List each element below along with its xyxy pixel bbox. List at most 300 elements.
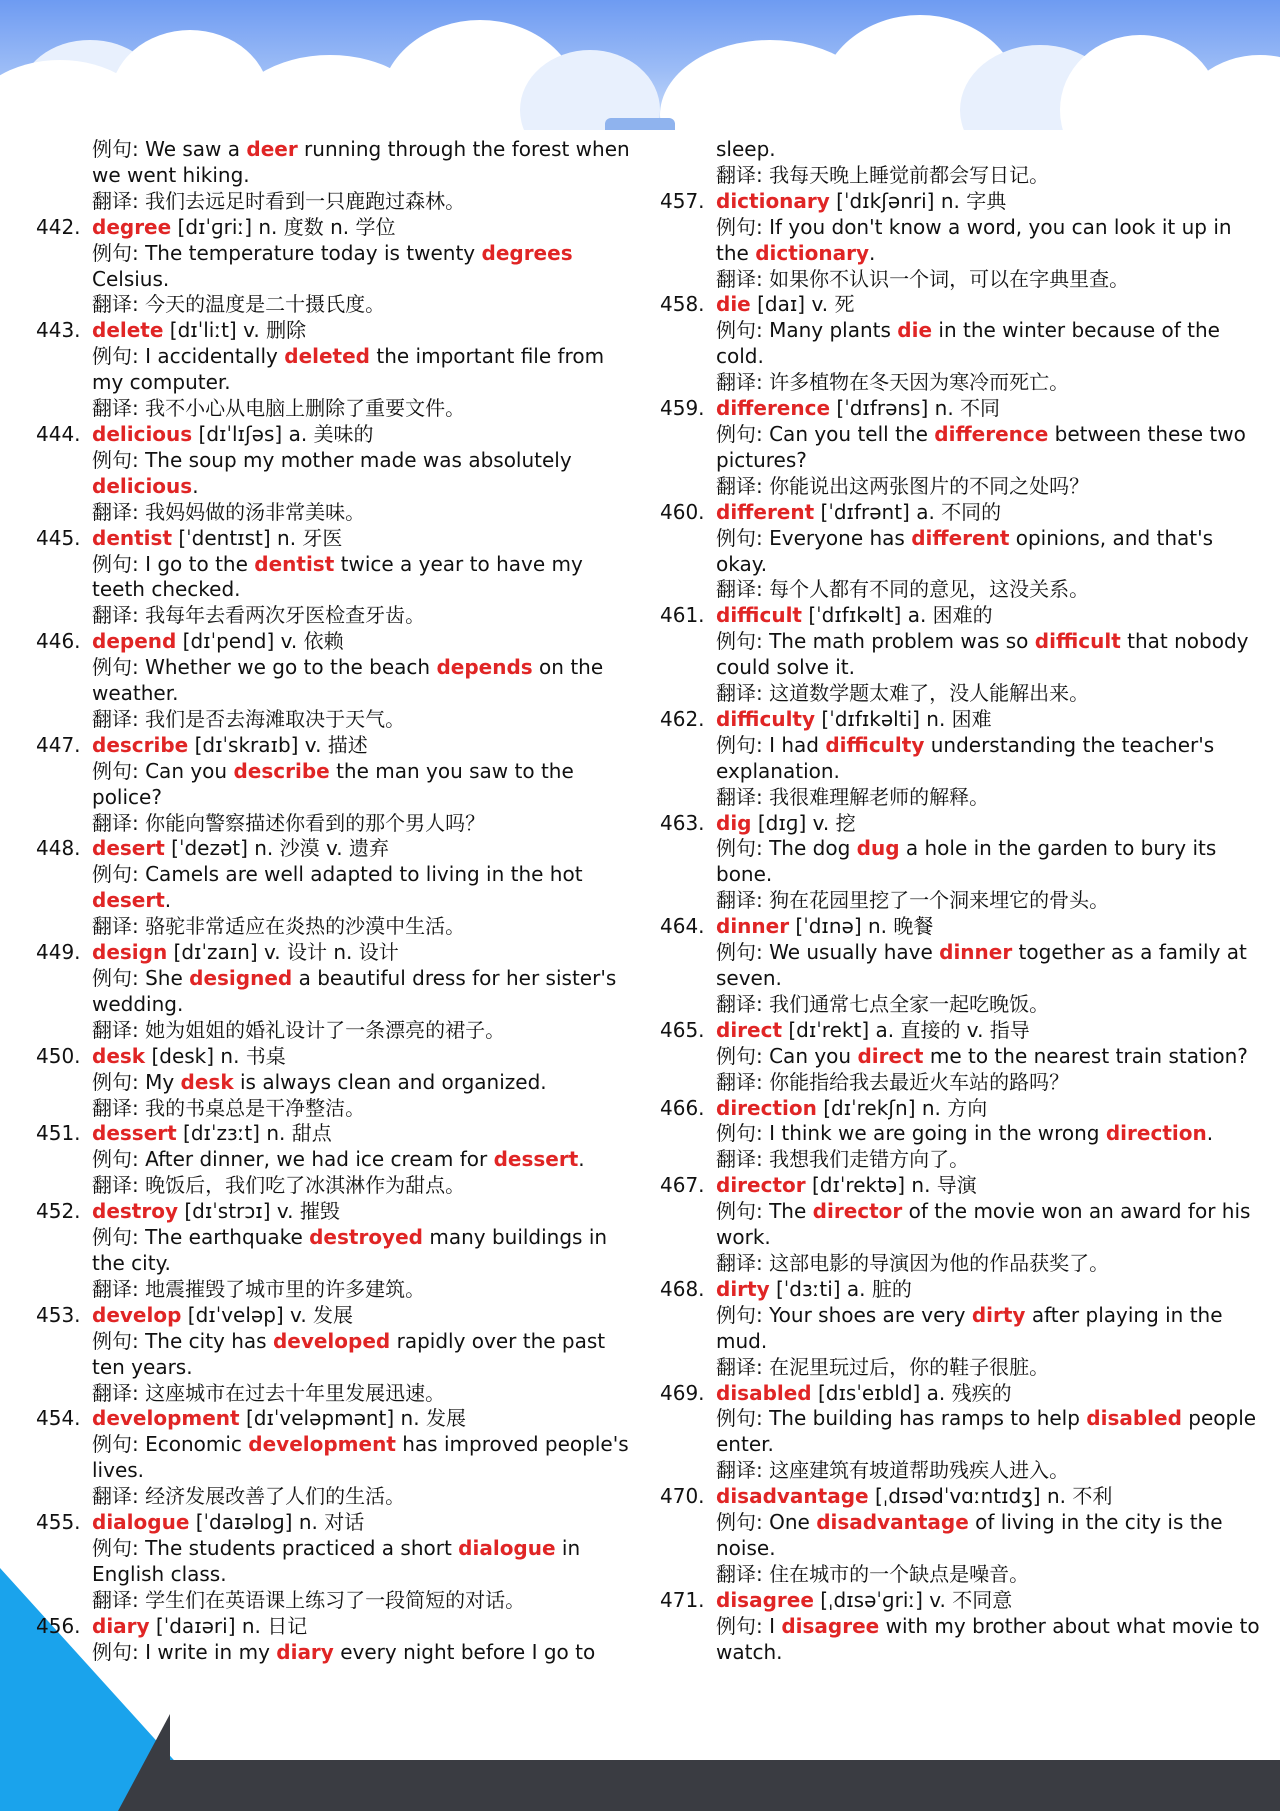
example-text: has improved people's lives. [92,1432,635,1483]
entry-headline [660,707,1260,733]
translation: 翻译: 我很难理解老师的解释。 [716,784,990,809]
translation: 翻译: 我们通常七点全家一起吃晚饭。 [716,991,1050,1016]
entry-number: 447. [36,732,81,757]
example-text: on the weather. [92,655,610,706]
entry-headline [36,422,636,448]
vocab-entry [36,733,636,837]
highlighted-word: designed [189,966,293,990]
example-sentence [36,759,636,811]
entry-headline [660,603,1260,629]
highlighted-word: dialogue [458,1535,556,1560]
example-sentence [660,422,1260,474]
entry-headline [660,811,1260,837]
entry-headline [660,914,1260,940]
highlighted-word: difficult [1034,629,1121,654]
example-text: 例句: The building has ramps to help [716,1406,1087,1431]
highlighted-word: desert [92,888,165,913]
translation: 翻译: 我想我们走错方向了。 [716,1147,970,1172]
highlighted-word: degrees [481,240,573,265]
example-text: . [869,240,876,265]
headword: desert [92,836,165,861]
example-text: . [1206,1121,1214,1146]
phonetic-and-definition: [ˈdɪfrənt] a. 不同的 [814,499,1002,524]
example-sentence [660,137,1260,163]
vocab-column-right [660,137,1266,1665]
highlighted-word: direct [857,1043,924,1068]
translation: 翻译: 我妈妈做的汤非常美味。 [92,499,366,524]
vocab-entry [660,500,1260,604]
example-sentence [660,1199,1260,1251]
example-text: me to the nearest train station? [923,1043,1248,1068]
translation: 翻译: 地震摧毁了城市里的许多建筑。 [92,1276,426,1301]
example-text: many buildings in the city. [92,1225,614,1275]
headword: degree [92,214,172,239]
example-text: between these two pictures? [716,421,1253,472]
highlighted-word: describe [233,758,330,783]
translation: 翻译: 我的书桌总是干净整洁。 [92,1095,366,1120]
entry-number: 463. [660,810,705,835]
example-sentence [660,733,1260,785]
phonetic-and-definition: [ˈdentɪst] n. 牙医 [172,525,343,550]
entry-number: 469. [660,1380,705,1405]
headword: direct [716,1017,783,1042]
headword: develop [92,1302,182,1327]
example-text: 例句: One [716,1510,817,1535]
vocab-entry [660,1018,1260,1096]
entry-number: 445. [36,525,81,550]
entry-headline [660,189,1260,215]
example-text: 例句: Camels are well adapted to living in the hot [92,862,589,887]
translation: 翻译: 你能说出这两张图片的不同之处吗？ [716,473,1090,498]
example-text: with my brother about what movie to watch. [716,1613,1266,1664]
example-text: the important file from my computer. [92,344,611,395]
example-text: running through the forest when we went hiking. [92,137,637,187]
example-text: is always clean and organized. [233,1069,547,1094]
example-sentence [36,1329,636,1381]
highlighted-word: director [812,1199,903,1224]
highlighted-word: dinner [939,940,1013,965]
entry-headline [36,1199,636,1225]
entry-headline [36,629,636,655]
example-text: 例句: The soup my mother made was absolutely [92,447,579,472]
example-sentence [36,448,636,500]
vocab-entry [36,836,636,940]
example-text: sleep. [716,137,776,161]
example-text: 例句: Economic [92,1432,249,1457]
entry-headline [660,1484,1260,1510]
example-sentence [36,1640,636,1666]
example-text: . [578,1147,585,1172]
example-text: after playing in the mud. [716,1302,1229,1353]
highlighted-word: depends [436,655,533,680]
example-sentence [36,241,636,293]
example-sentence [36,1225,636,1277]
entry-headline [36,1614,636,1640]
entry-number: 466. [660,1095,705,1120]
translation: 翻译: 许多植物在冬天因为寒冷而死亡。 [716,370,1070,395]
headword: disadvantage [716,1484,869,1509]
phonetic-and-definition: [ˈdaɪəlɒɡ] n. 对话 [189,1510,365,1535]
translation: 翻译: 这道数学题太难了，没人能解出来。 [716,681,1090,706]
headword: dialogue [92,1510,190,1535]
headword: difficulty [716,706,816,731]
example-text: rapidly over the past ten years. [92,1328,612,1379]
highlighted-word: destroyed [309,1225,423,1250]
entry-headline [660,1173,1260,1199]
entry-headline [660,1588,1260,1614]
phonetic-and-definition: [dɪɡ] v. 挖 [751,810,856,835]
vocab-entry [660,1484,1260,1588]
phonetic-and-definition: [dɪˈstrɔɪ] v. 摧毁 [178,1199,340,1224]
headword: dirty [716,1276,770,1301]
entry-headline [660,1381,1260,1407]
phonetic-and-definition: [dɪˈskraɪb] v. 描述 [188,732,368,757]
example-text: 例句: The students practiced a short [92,1535,459,1560]
entry-headline [36,1510,636,1536]
highlighted-word: disagree [781,1613,880,1638]
highlighted-word: dirty [971,1302,1026,1327]
phonetic-and-definition: [dɪˈveləp] v. 发展 [181,1302,354,1327]
entry-number: 467. [660,1173,705,1198]
vocab-entry [36,526,636,630]
example-text: a hole in the garden to bury its bone. [716,836,1223,887]
entry-headline [36,733,636,759]
example-sentence [36,344,636,396]
headword: dictionary [716,188,830,213]
phonetic-and-definition: [ˈdɪkʃənri] n. 字典 [829,188,1007,213]
example-text: 例句: Can you [92,758,234,783]
phonetic-and-definition: [ˌdɪsədˈvɑːntɪdʒ] n. 不利 [868,1484,1113,1509]
example-sentence [660,836,1260,888]
entry-number: 444. [36,421,81,446]
example-text: a beautiful dress for her sister's wedding. [92,966,623,1016]
vocab-entry [660,1277,1260,1381]
entry-headline [36,526,636,552]
example-sentence [36,862,636,914]
example-sentence [660,1613,1266,1666]
example-text: of the movie won an award for his work. [716,1199,1257,1250]
highlighted-word: deleted [284,344,370,369]
example-text: people enter. [716,1406,1263,1457]
footer-bar [160,1760,1280,1811]
phonetic-and-definition: [ˈdɪfrəns] n. 不同 [830,396,1001,421]
example-text: 例句: I [716,1613,782,1638]
entry-number: 465. [660,1017,705,1042]
translation: 翻译: 我每天晚上睡觉前都会写日记。 [716,162,1050,187]
highlighted-word: dessert [493,1147,579,1172]
translation: 翻译: 学生们在英语课上练习了一段简短的对话。 [92,1587,526,1612]
example-text: Celsius. [92,240,579,291]
example-text: 例句: I accidentally [92,344,285,369]
example-text: . [164,888,172,913]
phonetic-and-definition: [ˈdezət] n. 沙漠 v. 遗弃 [164,836,389,861]
vocab-entry [660,137,1260,189]
vocab-column-left [36,137,636,1665]
example-text: 例句: The dog [716,836,857,861]
example-text: 例句: The [716,1199,813,1224]
phonetic-and-definition: [dɪˈpend] v. 依赖 [176,629,344,654]
vocab-entry [36,137,636,215]
example-text: 例句: The city has [92,1328,273,1353]
example-sentence [660,940,1260,992]
translation: 翻译: 我们去远足时看到一只鹿跑过森林。 [92,188,466,213]
translation: 翻译: 狗在花园里挖了一个洞来埋它的骨头。 [716,888,1110,913]
example-text: 例句: Can you tell the [716,421,935,446]
translation: 翻译: 这座城市在过去十年里发展迅速。 [92,1380,446,1405]
translation: 翻译: 你能指给我去最近火车站的路吗？ [716,1069,1070,1094]
phonetic-and-definition: [ˈdɪfɪkəlti] n. 困难 [815,706,992,731]
highlighted-word: die [897,318,933,343]
example-text: understanding the teacher's explanation. [716,732,1221,783]
example-text: that nobody could solve it. [716,629,1255,680]
headword: diary [92,1613,150,1638]
entry-headline [660,1096,1260,1122]
highlighted-word: developed [272,1328,391,1353]
vocab-entry [36,318,636,422]
entry-number: 442. [36,214,81,239]
translation: 翻译: 晚饭后，我们吃了冰淇淋作为甜点。 [92,1173,466,1198]
vocab-entry [660,914,1260,1018]
headword: die [716,292,751,317]
example-sentence [36,966,636,1018]
highlighted-word: desk [180,1069,234,1094]
entry-number: 446. [36,629,81,654]
entry-number: 458. [660,292,705,317]
vocab-entry [36,215,636,319]
example-sentence [660,1303,1260,1355]
phonetic-and-definition: [dɪˈzɜːt] n. 甜点 [176,1121,332,1146]
example-sentence [36,1147,636,1173]
example-sentence [660,1044,1260,1070]
example-text: the man you saw to the police? [92,758,581,809]
example-text: 例句: I had [716,732,826,757]
headword: describe [92,732,189,757]
example-sentence [660,1406,1263,1458]
phonetic-and-definition: [dɪsˈeɪbld] a. 残疾的 [811,1380,1012,1405]
example-sentence [660,318,1260,370]
phonetic-and-definition: [ˈdɪfɪkəlt] a. 困难的 [802,603,993,628]
vocab-entry [36,629,636,733]
example-text: 例句: I go to the [92,551,255,576]
highlighted-word: disadvantage [816,1510,969,1535]
entry-headline [660,396,1260,422]
example-sentence [36,1536,636,1588]
entry-number: 470. [660,1484,705,1509]
headword: delicious [92,421,193,446]
example-sentence [36,1070,636,1096]
translation: 翻译: 经济发展改善了人们的生活。 [92,1484,406,1509]
example-text: 例句: We saw a [92,137,247,161]
entry-number: 450. [36,1043,81,1068]
headword: disagree [716,1587,814,1612]
example-text: 例句: We usually have [716,940,940,965]
entry-headline [36,215,636,241]
example-sentence [36,655,636,707]
translation: 翻译: 我每年去看两次牙医检查牙齿。 [92,603,426,628]
vocab-entry [36,1614,636,1666]
entry-headline [36,1303,636,1329]
example-text: 例句: I think we are going in the wrong [716,1121,1106,1146]
phonetic-and-definition: [dɪˈzaɪn] v. 设计 n. 设计 [167,940,399,965]
headword: difference [716,396,831,421]
entry-number: 455. [36,1510,81,1535]
entry-headline [36,1121,636,1147]
example-text: every night before I go to [333,1639,596,1664]
phonetic-and-definition: [desk] n. 书桌 [145,1043,286,1068]
translation: 翻译: 我们是否去海滩取决于天气。 [92,706,406,731]
highlighted-word: difference [934,421,1049,446]
highlighted-word: difficulty [825,732,925,757]
entry-number: 457. [660,188,705,213]
example-text: opinions, and that's okay. [716,525,1220,576]
example-text: 例句: The earthquake [92,1225,310,1250]
example-text: 例句: Can you [716,1043,858,1068]
entry-number: 452. [36,1199,81,1224]
highlighted-word: delicious [92,473,193,498]
vocab-entry [36,1121,636,1199]
headword: direction [716,1095,817,1120]
entry-number: 462. [660,706,705,731]
phonetic-and-definition: [dɪˈrekʃn] n. 方向 [816,1095,988,1120]
example-sentence [660,1121,1260,1147]
highlighted-word: development [248,1432,396,1457]
entry-number: 454. [36,1406,81,1431]
headword: dentist [92,525,172,550]
headword: dig [716,810,752,835]
translation: 翻译: 今天的温度是二十摄氏度。 [92,292,386,317]
phonetic-and-definition: [dɪˈrektə] n. 导演 [805,1173,977,1198]
vocab-entry [36,1406,636,1510]
vocab-entry [36,1199,636,1303]
phonetic-and-definition: [ˈdɪnə] n. 晚餐 [789,914,934,939]
entry-number: 453. [36,1302,81,1327]
example-text: 例句: The math problem was so [716,629,1035,654]
headword: delete [92,318,164,343]
vocab-entry [660,811,1260,915]
entry-number: 464. [660,914,705,939]
example-text: . [192,473,199,498]
vocab-entry [36,422,636,526]
vocab-entry [36,1044,636,1122]
water-shape [605,118,675,130]
example-text: twice a year to have my teeth checked. [92,551,590,602]
entry-headline [660,292,1260,318]
vocab-entry [660,189,1260,293]
translation: 翻译: 她为姐姐的婚礼设计了一条漂亮的裙子。 [92,1017,506,1042]
headword: dessert [92,1121,177,1146]
example-sentence [36,137,636,189]
vocab-entry [660,707,1260,811]
example-text: 例句: The temperature today is twenty [92,240,482,265]
entry-number: 449. [36,940,81,965]
example-text: in English class. [92,1535,587,1586]
example-text: 例句: After dinner, we had ice cream for [92,1147,494,1172]
headword: difficult [716,603,802,628]
highlighted-word: diary [276,1639,334,1664]
headword: different [716,499,815,524]
vocab-entry [660,396,1260,500]
highlighted-word: dictionary [755,240,870,265]
example-text: of living in the city is the noise. [716,1510,1229,1560]
entry-number: 471. [660,1587,705,1612]
entry-headline [36,836,636,862]
headword: director [716,1173,806,1198]
translation: 翻译: 这座建筑有坡道帮助残疾人进入。 [716,1458,1070,1483]
entry-number: 459. [660,396,705,421]
vocab-entry [660,292,1260,396]
header-sky-banner [0,0,1280,130]
example-text: 例句: Everyone has [716,525,912,550]
entry-headline [36,1044,636,1070]
phonetic-and-definition: [ˌdɪsəˈɡriː] v. 不同意 [813,1587,1013,1612]
translation: 翻译: 这部电影的导演因为他的作品获奖了。 [716,1250,1110,1275]
vocab-entry [36,1510,636,1614]
highlighted-word: dentist [254,551,335,576]
entry-number: 451. [36,1121,81,1146]
entry-number: 443. [36,318,81,343]
example-sentence [660,215,1260,267]
example-text: in the winter because of the cold. [716,318,1227,369]
phonetic-and-definition: [dɪˈliːt] v. 删除 [163,318,307,343]
example-text: 例句: Your shoes are very [716,1302,972,1327]
entry-number: 448. [36,836,81,861]
vocab-entry [36,1303,636,1407]
phonetic-and-definition: [daɪ] v. 死 [750,292,855,317]
example-sentence [36,1432,636,1484]
example-text: 例句: If you don't know a word, you can look it up in the [716,214,1238,265]
vocab-entry [660,1096,1260,1174]
example-sentence [660,1510,1260,1562]
entry-number: 461. [660,603,705,628]
phonetic-and-definition: [dɪˈɡriː] n. 度数 n. 学位 [171,214,396,239]
example-text: 例句: She [92,966,190,990]
highlighted-word: deer [246,137,298,161]
example-text: 例句: My [92,1069,181,1094]
entry-number: 460. [660,499,705,524]
vocab-entry [36,940,636,1044]
vocab-entry [660,1173,1260,1277]
translation: 翻译: 你能向警察描述你看到的那个男人吗？ [92,810,486,835]
translation: 翻译: 每个人都有不同的意见，这没关系。 [716,577,1090,602]
example-sentence [36,552,636,604]
vocab-entry [660,603,1260,707]
example-text: 例句: Whether we go to the beach [92,655,437,680]
entry-number: 456. [36,1613,81,1638]
example-sentence [660,526,1260,578]
headword: depend [92,629,177,654]
highlighted-word: direction [1105,1121,1207,1146]
translation: 翻译: 住在城市的一个缺点是噪音。 [716,1561,1030,1586]
example-sentence [660,629,1260,681]
phonetic-and-definition: [dɪˈveləpmənt] n. 发展 [239,1406,466,1431]
entry-headline [660,1018,1260,1044]
headword: destroy [92,1199,178,1224]
phonetic-and-definition: [ˈdɜːti] a. 脏的 [769,1276,912,1301]
entry-headline [660,1277,1260,1303]
entry-headline [36,1406,636,1432]
headword: dinner [716,914,790,939]
vocab-entry [660,1587,1266,1666]
translation: 翻译: 在泥里玩过后，你的鞋子很脏。 [716,1354,1050,1379]
translation: 翻译: 我不小心从电脑上删除了重要文件。 [92,396,466,421]
headword: disabled [716,1380,812,1405]
entry-headline [660,500,1260,526]
phonetic-and-definition: [dɪˈrekt] a. 直接的 v. 指导 [782,1017,1030,1042]
entry-headline [36,940,636,966]
phonetic-and-definition: [ˈdaɪəri] n. 日记 [149,1613,308,1638]
headword: development [92,1406,240,1431]
translation: 翻译: 如果你不认识一个词，可以在字典里查。 [716,266,1130,291]
